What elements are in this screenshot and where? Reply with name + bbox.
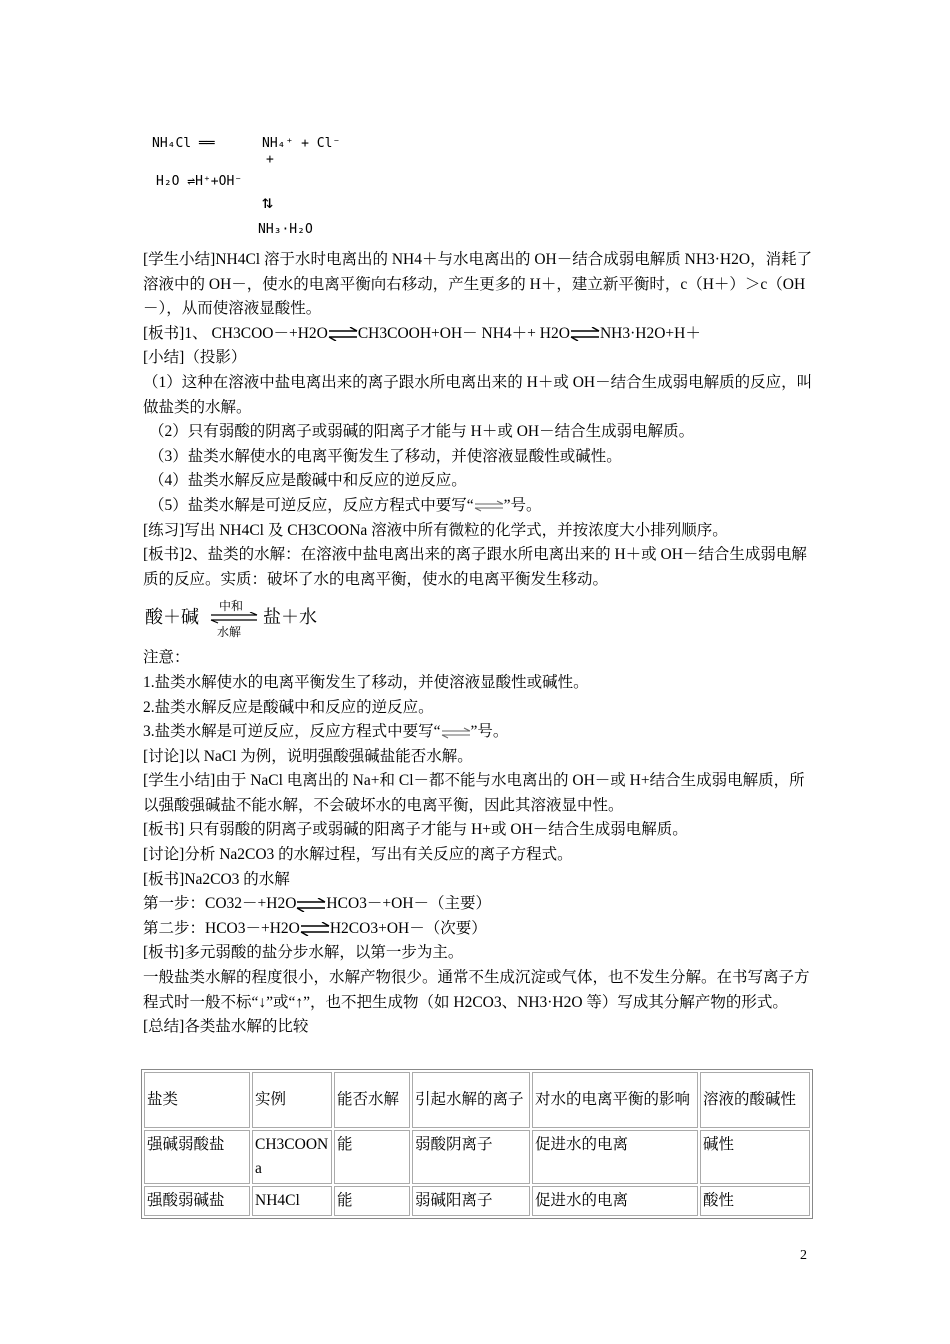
body-text bbox=[143, 248, 813, 1040]
table-header-cell: 溶液的酸碱性 bbox=[700, 1072, 810, 1128]
formula-rhs: 盐＋水 bbox=[263, 607, 317, 629]
student-summary-1: [学生小结]NH4Cl 溶于水时电离出的 NH4＋与水电离出的 OH－结合成弱电解质 NH3·H2O，消耗了溶液中的 OH－，使水的电离平衡向右移动，产生更多的 H＋，建立新平衡时，c（H＋）＞c（OH－），从而使溶液显酸性。 bbox=[143, 251, 813, 318]
reversible-arrow-icon bbox=[300, 922, 330, 936]
table-cell: 能 bbox=[334, 1130, 410, 1184]
table-cell: 强酸弱碱盐 bbox=[144, 1186, 250, 1216]
table-cell: 促进水的电离 bbox=[532, 1130, 698, 1184]
board-4: [板书]Na2CO3 的水解 bbox=[143, 870, 290, 888]
step-2: 第二步：HCO3－+H2O H2CO3+OH－（次要） bbox=[143, 919, 487, 937]
general-note: 一般盐类水解的程度很小，水解产物很少。通常不生成沉淀或气体，也不发生分解。在书写离子方程式时一般不标“↓”或“↑”，也不把生成物（如 H2CO3、NH3·H2O 等）写成其分解产物的形式。 bbox=[143, 969, 810, 1011]
table-cell: NH4Cl bbox=[252, 1186, 332, 1216]
summary-item-5: （5）盐类水解是可逆反应，反应方程式中要写“ ”号。 bbox=[149, 496, 542, 514]
table-header-cell: 引起水解的离子 bbox=[412, 1072, 530, 1128]
table-header-cell: 能否水解 bbox=[334, 1072, 410, 1128]
table-cell: 强碱弱酸盐 bbox=[144, 1130, 250, 1184]
table-cell: 弱酸阴离子 bbox=[412, 1130, 530, 1184]
ionization-equation-figure bbox=[150, 128, 340, 240]
summary-item-1: （1）这种在溶液中盐电离出来的离子跟水所电离出来的 H＋或 OH－结合生成弱电解质的反应，叫做盐类的水解。 bbox=[143, 373, 813, 416]
table-cell: 碱性 bbox=[700, 1130, 810, 1184]
table-cell: 能 bbox=[334, 1186, 410, 1216]
table-header-row bbox=[144, 1072, 810, 1128]
student-summary-2: [学生小结]由于 NaCl 电离出的 Na+和 Cl－都不能与水电离出的 OH－或 H+结合生成弱电解质，所以强酸强碱盐不能水解，不会破坏水的电离平衡，因此其溶液显中性。 bbox=[143, 772, 805, 814]
table-header-cell: 对水的电离平衡的影响 bbox=[532, 1072, 698, 1128]
eq-water: H₂O ⇌H⁺+OH⁻ bbox=[156, 174, 243, 189]
table-header-cell: 盐类 bbox=[144, 1072, 250, 1128]
notes-title: 注意： bbox=[143, 649, 190, 667]
reversible-arrow-icon bbox=[296, 898, 326, 912]
formula-bottom-label: 水解 bbox=[217, 625, 242, 640]
formula-lhs: 酸＋碱 bbox=[145, 607, 199, 629]
table-cell: CH3COONa bbox=[252, 1130, 332, 1184]
eq-nh4cl: NH₄Cl ══ bbox=[152, 136, 215, 151]
summary-item-4: （4）盐类水解反应是酸碱中和反应的逆反应。 bbox=[149, 472, 467, 490]
summary-title: [小结]（投影） bbox=[143, 349, 247, 367]
neutralization-hydrolysis-formula bbox=[145, 598, 813, 642]
discuss-1: [讨论]以 NaCl 为例，说明强酸强碱盐能否水解。 bbox=[143, 747, 473, 765]
summary-item-3: （3）盐类水解使水的电离平衡发生了移动，并使溶液显酸性或碱性。 bbox=[149, 447, 622, 465]
board-2: [板书]2、盐类的水解：在溶液中盐电离出来的离子跟水所电离出来的 H＋或 OH－结合生成弱电解质的反应。实质：破坏了水的电离平衡，使水的电离平衡发生移动。 bbox=[143, 546, 807, 588]
board-5: [板书]多元弱酸的盐分步水解，以第一步为主。 bbox=[143, 944, 464, 962]
discuss-2: [讨论]分析 Na2CO3 的水解过程，写出有关反应的离子方程式。 bbox=[143, 846, 573, 864]
table-row bbox=[144, 1186, 810, 1216]
table-cell: 弱碱阳离子 bbox=[412, 1186, 530, 1216]
reversible-sign-icon bbox=[441, 726, 471, 740]
table-header-cell: 实例 bbox=[252, 1072, 332, 1128]
note-2: 2.盐类水解反应是酸碱中和反应的逆反应。 bbox=[143, 698, 434, 716]
reversible-arrow-icon bbox=[328, 327, 358, 341]
table-cell: 酸性 bbox=[700, 1186, 810, 1216]
note-1: 1.盐类水解使水的电离平衡发生了移动，并使溶液显酸性或碱性。 bbox=[143, 673, 589, 691]
eq-arrow: ⇅ bbox=[262, 192, 273, 213]
eq-nh4-cl: NH₄⁺ + Cl⁻ bbox=[262, 136, 341, 151]
practice: [练习]写出 NH4Cl 及 CH3COONa 溶液中所有微粒的化学式，并按浓度大小排列顺序。 bbox=[143, 521, 728, 539]
formula-top-label: 中和 bbox=[219, 599, 244, 614]
step-1: 第一步：CO32－+H2O HCO3－+OH－（主要） bbox=[143, 895, 492, 913]
board-1: [板书]1、 CH3COO－+H2O CH3COOH+OH－ NH4＋+ H2O NH3·H2O+H＋ bbox=[143, 324, 701, 342]
note-3: 3.盐类水解是可逆反应，反应方程式中要写“ ”号。 bbox=[143, 723, 509, 741]
reversible-sign-icon bbox=[474, 499, 504, 513]
board-3: [板书] 只有弱酸的阴离子或弱碱的阳离子才能与 H+或 OH－结合生成弱电解质。 bbox=[143, 821, 688, 839]
page-number: 2 bbox=[800, 1248, 807, 1263]
eq-nh3h2o: NH₃·H₂O bbox=[258, 222, 313, 237]
table-cell: 促进水的电离 bbox=[532, 1186, 698, 1216]
table-row bbox=[144, 1130, 810, 1184]
reversible-arrow-icon bbox=[570, 327, 600, 341]
eq-plus: + bbox=[266, 152, 274, 167]
summary-item-2: （2）只有弱酸的阴离子或弱碱的阳离子才能与 H＋或 OH－结合生成弱电解质。 bbox=[149, 423, 695, 441]
conclusion: [总结]各类盐水解的比较 bbox=[143, 1018, 309, 1036]
hydrolysis-comparison-table bbox=[141, 1069, 813, 1219]
